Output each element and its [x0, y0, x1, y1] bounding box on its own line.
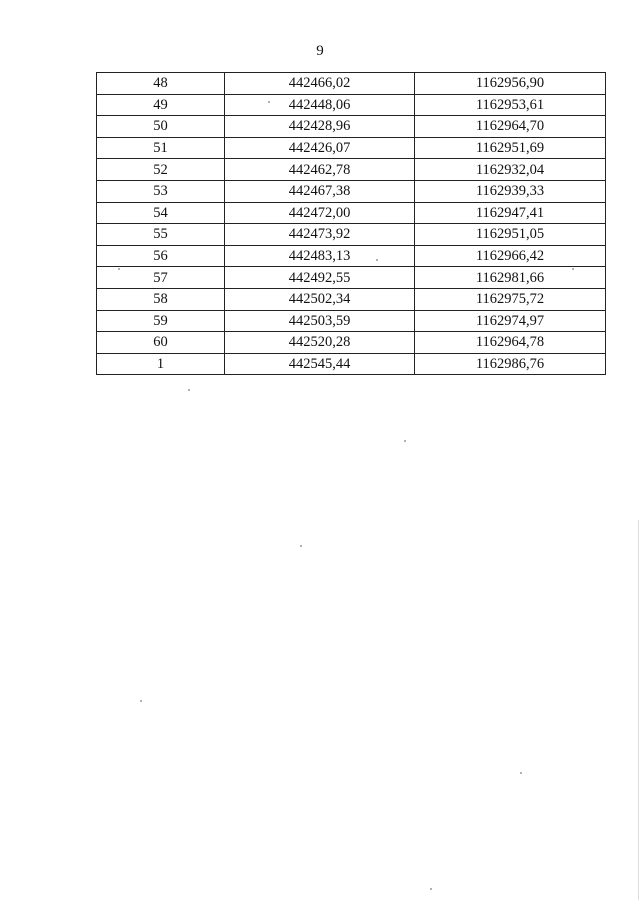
- table-row: [97, 116, 606, 138]
- scan-speck: [430, 888, 432, 890]
- coordinates-table: [96, 72, 606, 375]
- x-coordinate-cell: 442520,28: [225, 332, 415, 354]
- point-number-cell: 54: [97, 202, 225, 224]
- y-coordinate-cell: 1162975,72: [415, 288, 606, 310]
- x-coordinate-cell: 442503,59: [225, 310, 415, 332]
- point-number-cell: 58: [97, 288, 225, 310]
- point-number-cell: 57: [97, 267, 225, 289]
- scan-speck: [188, 389, 190, 391]
- point-number-cell: 1: [97, 353, 225, 375]
- x-coordinate-cell: 442483,13: [225, 245, 415, 267]
- coordinates-table-body: [97, 73, 606, 375]
- point-number-cell: 51: [97, 137, 225, 159]
- table-row: [97, 245, 606, 267]
- y-coordinate-cell: 1162932,04: [415, 159, 606, 181]
- y-coordinate-cell: 1162966,42: [415, 245, 606, 267]
- y-coordinate-cell: 1162939,33: [415, 180, 606, 202]
- x-coordinate-cell: 442473,92: [225, 224, 415, 246]
- y-coordinate-cell: 1162956,90: [415, 73, 606, 95]
- y-coordinate-cell: 1162974,97: [415, 310, 606, 332]
- x-coordinate-cell: 442448,06: [225, 94, 415, 116]
- point-number-cell: 56: [97, 245, 225, 267]
- x-coordinate-cell: 442492,55: [225, 267, 415, 289]
- point-number-cell: 53: [97, 180, 225, 202]
- y-coordinate-cell: 1162951,05: [415, 224, 606, 246]
- y-coordinate-cell: 1162951,69: [415, 137, 606, 159]
- table-row: [97, 353, 606, 375]
- table-row: [97, 159, 606, 181]
- point-number-cell: 48: [97, 73, 225, 95]
- scan-speck: [268, 101, 270, 103]
- table-row: [97, 332, 606, 354]
- x-coordinate-cell: 442462,78: [225, 159, 415, 181]
- x-coordinate-cell: 442545,44: [225, 353, 415, 375]
- x-coordinate-cell: 442467,38: [225, 180, 415, 202]
- table-row: [97, 310, 606, 332]
- table-row: [97, 180, 606, 202]
- x-coordinate-cell: 442502,34: [225, 288, 415, 310]
- y-coordinate-cell: 1162964,78: [415, 332, 606, 354]
- scan-speck: [140, 700, 142, 702]
- scan-speck: [300, 545, 302, 547]
- y-coordinate-cell: 1162953,61: [415, 94, 606, 116]
- scan-speck: [118, 268, 120, 270]
- table-row: [97, 202, 606, 224]
- x-coordinate-cell: 442426,07: [225, 137, 415, 159]
- scan-speck: [404, 440, 406, 442]
- table-row: [97, 267, 606, 289]
- point-number-cell: 59: [97, 310, 225, 332]
- scan-speck: [376, 259, 378, 261]
- scan-speck: [520, 772, 522, 774]
- y-coordinate-cell: 1162986,76: [415, 353, 606, 375]
- point-number-cell: 52: [97, 159, 225, 181]
- y-coordinate-cell: 1162981,66: [415, 267, 606, 289]
- scan-speck: [572, 268, 574, 270]
- x-coordinate-cell: 442472,00: [225, 202, 415, 224]
- y-coordinate-cell: 1162964,70: [415, 116, 606, 138]
- table-row: [97, 73, 606, 95]
- point-number-cell: 49: [97, 94, 225, 116]
- point-number-cell: 55: [97, 224, 225, 246]
- x-coordinate-cell: 442466,02: [225, 73, 415, 95]
- table-row: [97, 224, 606, 246]
- table-row: [97, 137, 606, 159]
- y-coordinate-cell: 1162947,41: [415, 202, 606, 224]
- page-number: 9: [316, 43, 324, 59]
- point-number-cell: 50: [97, 116, 225, 138]
- point-number-cell: 60: [97, 332, 225, 354]
- scan-edge-line: [638, 520, 639, 900]
- x-coordinate-cell: 442428,96: [225, 116, 415, 138]
- table-row: [97, 94, 606, 116]
- table-row: [97, 288, 606, 310]
